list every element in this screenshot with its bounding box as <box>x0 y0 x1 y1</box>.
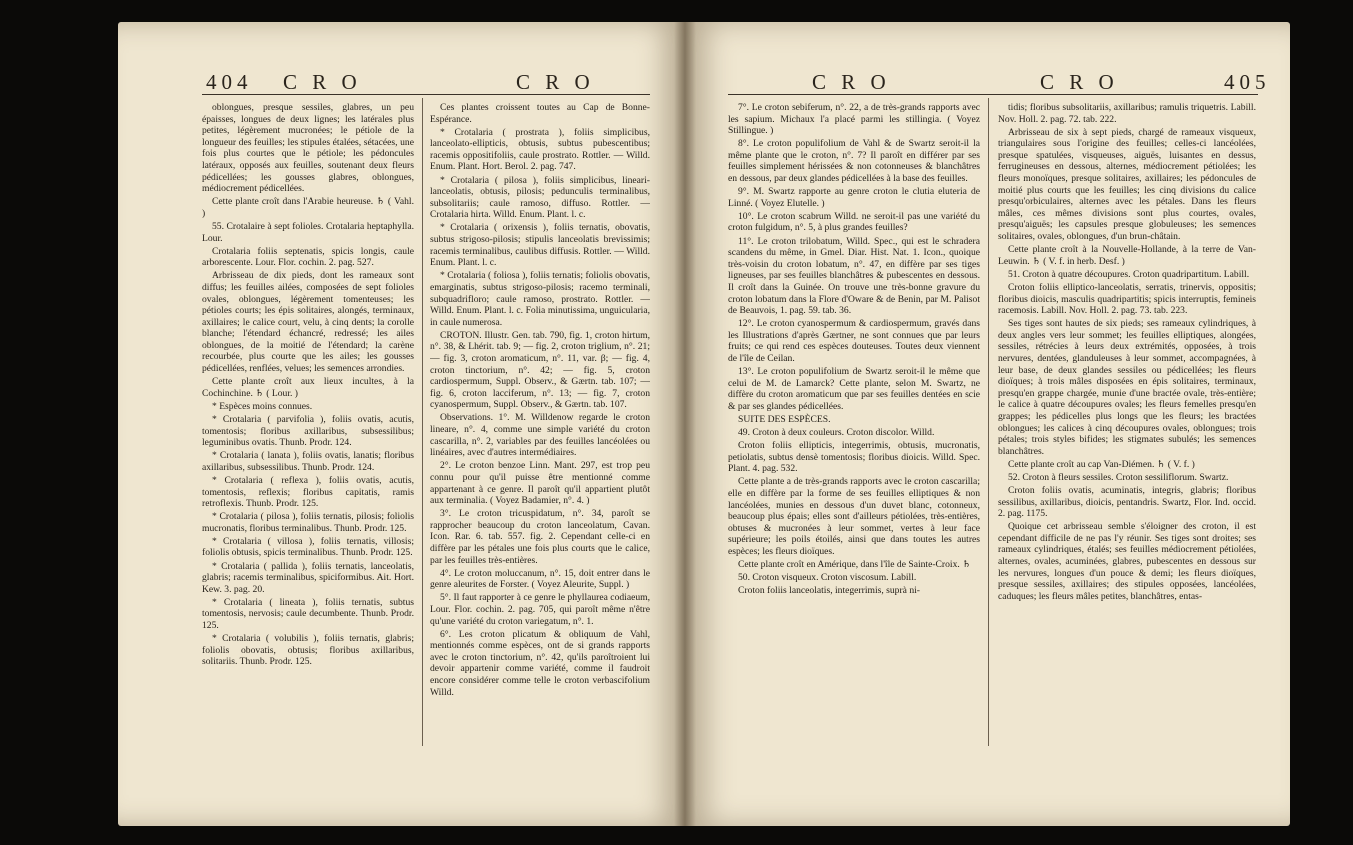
paragraph: Arbrisseau de six à sept pieds, chargé de rameaux visqueux, triangulaires sous l'origine des feuilles; celles-ci lancéolées, presque spatulées, visqueuses, aiguës, luisantes en dessus, ferrugineuses en dessous, alternes, médiocrement pétiolées; les fleurs monoïques, presque solitaires, axillaires; les pédoncules de moitié plus courts que les feuilles; les cinq divisions du calice presqu'orbiculaires, alternes avec les pétales. Dans les fleurs mâles, ces mêmes divisions sont plus courtes, ovales, presqu'aiguës; les capsules presque globuleuses; les semences solitaires, ovales, oblongues, d'un brun-châtain. <box>998 126 1256 243</box>
paragraph: * Crotalaria ( lanata ), foliis ovatis, lanatis; floribus axillaribus, subsessilibus. Thunb. Prodr. 124. <box>202 450 414 473</box>
header-rule-right <box>728 94 1258 95</box>
header-rule-left <box>202 94 650 95</box>
book-gutter <box>674 22 696 826</box>
paragraph: 6°. Les croton plicatum & obliquum de Vahl, mentionnés comme espèces, ont de si grands rapports avec le croton tinctorium, n°. 42, qu'ils paroîtroient lui devoir appartenir comme variété, comme il faudroit encore considérer comme telle le croton verbascifolium Willd. <box>430 628 650 698</box>
right-column-2 <box>998 102 1256 750</box>
paragraph: Arbrisseau de dix pieds, dont les rameaux sont diffus; les feuilles ailées, composées de sept folioles ovales, oblongues, légèrement tomenteuses; les pétioles courts; les épis solitaires, alongés, terminaux, axillaires; le calice court, velu, à cinq dents; la corolle blanche; l'étendard échancré, redressé; les ailes oblongues, de la moitié de l'étendard; la carène recourbée, plus courte que les ailes; les gousses pédicellées, renflées, velues; les semences arrondies. <box>202 270 414 375</box>
paragraph: * Crotalaria ( prostrata ), foliis simplicibus, lanceolato-ellipticis, obtusis, subtus pubescentibus; racemis oppositifoliis, caule prostrato. Rottler. — Willd. Enum. Plant. Hort. Berol. 2. pag. 747. <box>430 126 650 173</box>
left-column-2 <box>430 102 650 750</box>
right-page <box>684 22 1290 826</box>
paragraph: Quoique cet arbrisseau semble s'éloigner des croton, il est cependant difficile de ne pas l'y réunir. Ses tiges sont droites; ses rameaux cylindriques, étalés; ses feuilles médiocrement pétiolées, alternes, ovales, acuminées, glabres, pubescentes en dessous sur les nervures, longues d'un pouce & demi; les fleurs dioïques, presque sessiles, axillaires; des stipules opposées, lancéolées, caduques; les fleurs mâles petites, blanchâtres, entas- <box>998 521 1256 602</box>
page-number-left: 404 <box>206 70 253 94</box>
paragraph: Observations. 1°. M. Willdenow regarde le croton lineare, n°. 4, comme une simple variété du croton cascarilla, n°. 2, variables par des feuilles lancéolées ou linéaires, avec d'autres intermédiaires. <box>430 412 650 459</box>
paragraph: tidis; floribus subsolitariis, axillaribus; ramulis triquetris. Labill. Nov. Holl. 2. pag. 72. tab. 222. <box>998 102 1256 125</box>
paragraph: Croton foliis lanceolatis, integerrimis, suprà ni- <box>738 585 920 597</box>
paragraph: 52. Croton à fleurs sessiles. Croton sessiliflorum. Swartz. <box>1008 471 1229 483</box>
paragraph: * Crotalaria ( foliosa ), foliis ternatis; foliolis obovatis, emarginatis, subtus strigoso-pilosis; racemo terminali, subquadrifloro; caule ramoso, prostrato. Rottler. — Willd. Enum. Plant. l. c. Folia minutissima, unguicularia, in caule numerosa. <box>430 270 650 328</box>
left-page <box>118 22 684 826</box>
paragraph: * Crotalaria ( parvifolia ), foliis ovatis, acutis, tomentosis; floribus axillaribus, subsessilibus; leguminibus ovatis. Thunb. Prodr. 124. <box>202 413 414 449</box>
paragraph: 11°. Le croton trilobatum, Willd. Spec., qui est le schradera scandens du même, in Gmel. Diar. Hist. Nat. 1. Icon., quoique très-voisin du croton lobatum, n°. 47, en diffère par ses tiges ligneuses, par ses feuilles blanchâtres & pubescentes en dessous. Il croît dans la Guinée. On trouve une très-bonne gravure du croton lobatum dans la Flore d'Oware & de Benin, par M. Palisot de Beauvois, 1. pag. 59. tab. 36. <box>728 235 980 317</box>
paragraph: Croton foliis ellipticis, integerrimis, obtusis, mucronatis, petiolatis, subtus densè tomentosis; floribus dioicis. Willd. Spec. Plant. 4. pag. 532. <box>728 440 980 475</box>
paragraph: 10°. Le croton scabrum Willd. ne seroit-il pas une variété du croton fulgidum, n°. 5, à plus grandes feuilles? <box>728 210 980 234</box>
paragraph: 55. Crotalaire à sept folioles. Crotalaria heptaphylla. Lour. <box>202 220 414 244</box>
paragraph: * Crotalaria ( volubilis ), foliis ternatis, glabris; foliolis obovatis, obtusis; floribus axillaribus, solitariis. Thunb. Prodr. 125. <box>202 633 414 668</box>
paragraph: Cette plante croît en Amérique, dans l'île de Sainte-Croix. ♄ <box>738 559 971 571</box>
paragraph: Cette plante croît aux lieux incultes, à la Cochinchine. ♄ ( Lour. ) <box>202 376 414 399</box>
paragraph: 3°. Le croton tricuspidatum, n°. 34, paroît se rapprocher beaucoup du croton lanceolatum, Cavan. Icon. Rar. 6. tab. 557. fig. 2. Cependant celle-ci en diffère par les pétales une fois plus courts que le calice, par les feuilles très-entières. <box>430 508 650 566</box>
paragraph: Ses tiges sont hautes de six pieds; ses rameaux cylindriques, à deux angles vers leur sommet; les feuilles elliptiques, alongées, sessiles, rétrécies à leurs deux extrémités, opposées, à trois nervures, dentées, glanduleuses à leur sommet, accompagnées, à leur base, de deux glandes sessiles ou pédicellées; les fleurs dioïques; à trois mâles disposées en épis solitaires, terminaux, presqu'en grappe chargée, munie d'une bractée ovale, très-entière; le calice à quatre découpures ovales; les fleurs femelles presqu'en grappes; les pédicelles plus longs que les fleurs; les bractées oblongues; les calices à cinq découpures ovales, oblongues; trois pétales; trois styles bifides; les stigmates subulés; les semences blanchâtres. <box>998 318 1256 457</box>
paragraph: 50. Croton visqueux. Croton viscosum. Labill. <box>738 572 917 584</box>
paragraph: SUITE DES ESPÈCES. <box>738 413 831 425</box>
running-head-right-1: C R O <box>812 70 891 94</box>
paragraph: 7°. Le croton sebiferum, n°. 22, a de très-grands rapports avec les sapium. Michaux l'a placé parmi les stillingia. ( Voyez Stillingue. ) <box>728 102 980 137</box>
paragraph: 2°. Le croton benzoe Linn. Mant. 297, est trop peu connu pour qu'il puisse être mentionné comme appartenant à ce genre. Il paroît qu'il appartient plutôt aux terminalia. ( Voyez Badamier, n°. 4. ) <box>430 460 650 507</box>
paragraph: 8°. Le croton populifolium de Vahl & de Swartz seroit-il la même plante que le croton, n°. 7? Il paroît en différer par ses feuilles simplement hérissées & non cotonneuses & blanchâtres en dessous, par deux glandes pédicellées à la base des feuilles. <box>728 138 980 185</box>
paragraph: 5°. Il faut rapporter à ce genre le phyllaurea codiaeum, Lour. Flor. cochin. 2. pag. 705, qui paroît même n'être qu'une variété du croton variegatum, n°. 1. <box>430 592 650 627</box>
paragraph: * Crotalaria ( reflexa ), foliis ovatis, acutis, tomentosis, reflexis; floribus capitatis, ramis retroflexis. Thunb. Prodr. 125. <box>202 474 414 510</box>
paragraph: 49. Croton à deux couleurs. Croton discolor. Willd. <box>738 427 935 439</box>
paragraph: 12°. Le croton cyanospermum & cardiospermum, gravés dans les Illustrations d'après Gærtner, ne sont connues que par leurs fruits; ce qui rend ces espèces douteuses. Toutes deux viennent de l'île de Ceilan. <box>728 318 980 364</box>
page-number-right: 405 <box>1224 70 1271 94</box>
paragraph: * Espèces moins connues. <box>212 400 313 412</box>
paragraph: 4°. Le croton moluccanum, n°. 15, doit entrer dans le genre aleurites de Forster. ( Voyez Aleurite, Suppl. ) <box>430 567 650 591</box>
paragraph: 9°. M. Swartz rapporte au genre croton le clutia eluteria de Linné. ( Voyez Elutelle. ) <box>728 186 980 209</box>
paragraph: Crotalaria foliis septenatis, spicis longis, caule arborescente. Lour. Flor. cochin. 2. pag. 527. <box>202 245 414 269</box>
column-divider-left <box>422 98 423 746</box>
paragraph: Cette plante croît au cap Van-Diémen. ♄ ( V. f. ) <box>1008 458 1195 470</box>
paragraph: * Crotalaria ( pallida ), foliis ternatis, lanceolatis, glabris; racemis terminalibus, spiciformibus. Ait. Hort. Kew. 3. pag. 20. <box>202 560 414 595</box>
right-column-1 <box>728 102 980 750</box>
paragraph: * Crotalaria ( villosa ), foliis ternatis, villosis; foliolis obtusis, spicis terminalibus. Thunb. Prodr. 125. <box>202 535 414 559</box>
paragraph: Cette plante croît dans l'Arabie heureuse. ♄ ( Vahl. ) <box>202 196 414 219</box>
paragraph: * Crotalaria ( lineata ), foliis ternatis, subtus tomentosis, nervosis; caule decumbente. Thunb. Prodr. 125. <box>202 596 414 632</box>
paragraph: CROTON. Illustr. Gen. tab. 790, fig. 1, croton hirtum, n°. 38, & Lhérit. tab. 9; — fig. 2, croton triglium, n°. 21; — fig. 3, croton aromaticum, n°. 11, var. β; — fig. 4, croton tinctorium, n°. 42; — fig. 5, croton cardiospermum, Suppl. Observ., & Gærtn. tab. 107; — fig. 6, croton lacciferum, n°. 13; — fig. 7, croton cyanospermum, Suppl. Observ., & Gærtn. tab. 107. <box>430 329 650 411</box>
paragraph: Croton foliis ovatis, acuminatis, integris, glabris; floribus sessilibus, axillaribus, dioicis, pentandris. Swartz, Flor. Ind. occid. 2. pag. 1175. <box>998 485 1256 520</box>
column-divider-right <box>988 98 989 746</box>
paragraph: 51. Croton à quatre découpures. Croton quadripartitum. Labill. <box>1008 268 1250 280</box>
paragraph: * Crotalaria ( pilosa ), foliis ternatis, pilosis; foliolis mucronatis, floribus terminalibus. Thunb. Prodr. 125. <box>202 511 414 534</box>
paragraph: Croton foliis elliptico-lanceolatis, serratis, trinervis, oppositis; floribus dioicis, masculis quadripartitis; spicis interruptis, femineis racemosis. Labill. Nov. Holl. 2. pag. 73. tab. 223. <box>998 281 1256 317</box>
running-head-left-2: C R O <box>516 70 595 94</box>
paragraph: Ces plantes croissent toutes au Cap de Bonne-Espérance. <box>430 102 650 125</box>
paragraph: Cette plante croît à la Nouvelle-Hollande, à la terre de Van-Leuwin. ♄ ( V. f. in herb. Desf. ) <box>998 244 1256 267</box>
paragraph: * Crotalaria ( orixensis ), foliis ternatis, obovatis, subtus strigoso-pilosis; stipulis lanceolatis brevissimis; racemis terminalibus, caulibus diffusis. Rottler. — Willd. Enum. Plant. l. c. <box>430 222 650 269</box>
left-column-1 <box>202 102 414 750</box>
running-head-left-1: C R O <box>283 70 362 94</box>
open-book <box>118 22 1290 826</box>
paragraph: 13°. Le croton populifolium de Swartz seroit-il le même que celui de M. de Lamarck? Cette plante, selon M. Swartz, ne diffère du croton aromaticum que par ses feuilles dentées en scie & par ses glandes pédicellées. <box>728 366 980 412</box>
paragraph: oblongues, presque sessiles, glabres, un peu épaisses, longues de deux lignes; les latérales plus petites, légèrement mucronées; le pétiole de la longueur des feuilles; les stipules étalées, sétacées, une fois plus courtes que le pétiole; les pédoncules latéraux, opposés aux feuilles, soutenant deux fleurs pédicellées; les gousses glabres, oblongues, médiocrement pédicellées. <box>202 102 414 195</box>
running-head-right-2: C R O <box>1040 70 1119 94</box>
paragraph: * Crotalaria ( pilosa ), foliis simplicibus, lineari-lanceolatis, obtusis, pilosis; pedunculis terminalibus, subsolitariis; caule ramoso, diffuso. Rottler. — Crotalaria hirta. Willd. Enum. Plant. l. c. <box>430 174 650 221</box>
paragraph: Cette plante a de très-grands rapports avec le croton cascarilla; elle en diffère par la forme de ses feuilles elliptiques & non lancéolées, munies en dessous d'un duvet blanc, cotonneux, beaucoup plus épais; elles sont d'ailleurs pétiolées, très-entières, obtuses & mucronées à leur sommet, vertes à leur face supérieure; les poils étoilés, ainsi que dans toutes les autres espèces; les fleurs dioïques. <box>728 476 980 557</box>
